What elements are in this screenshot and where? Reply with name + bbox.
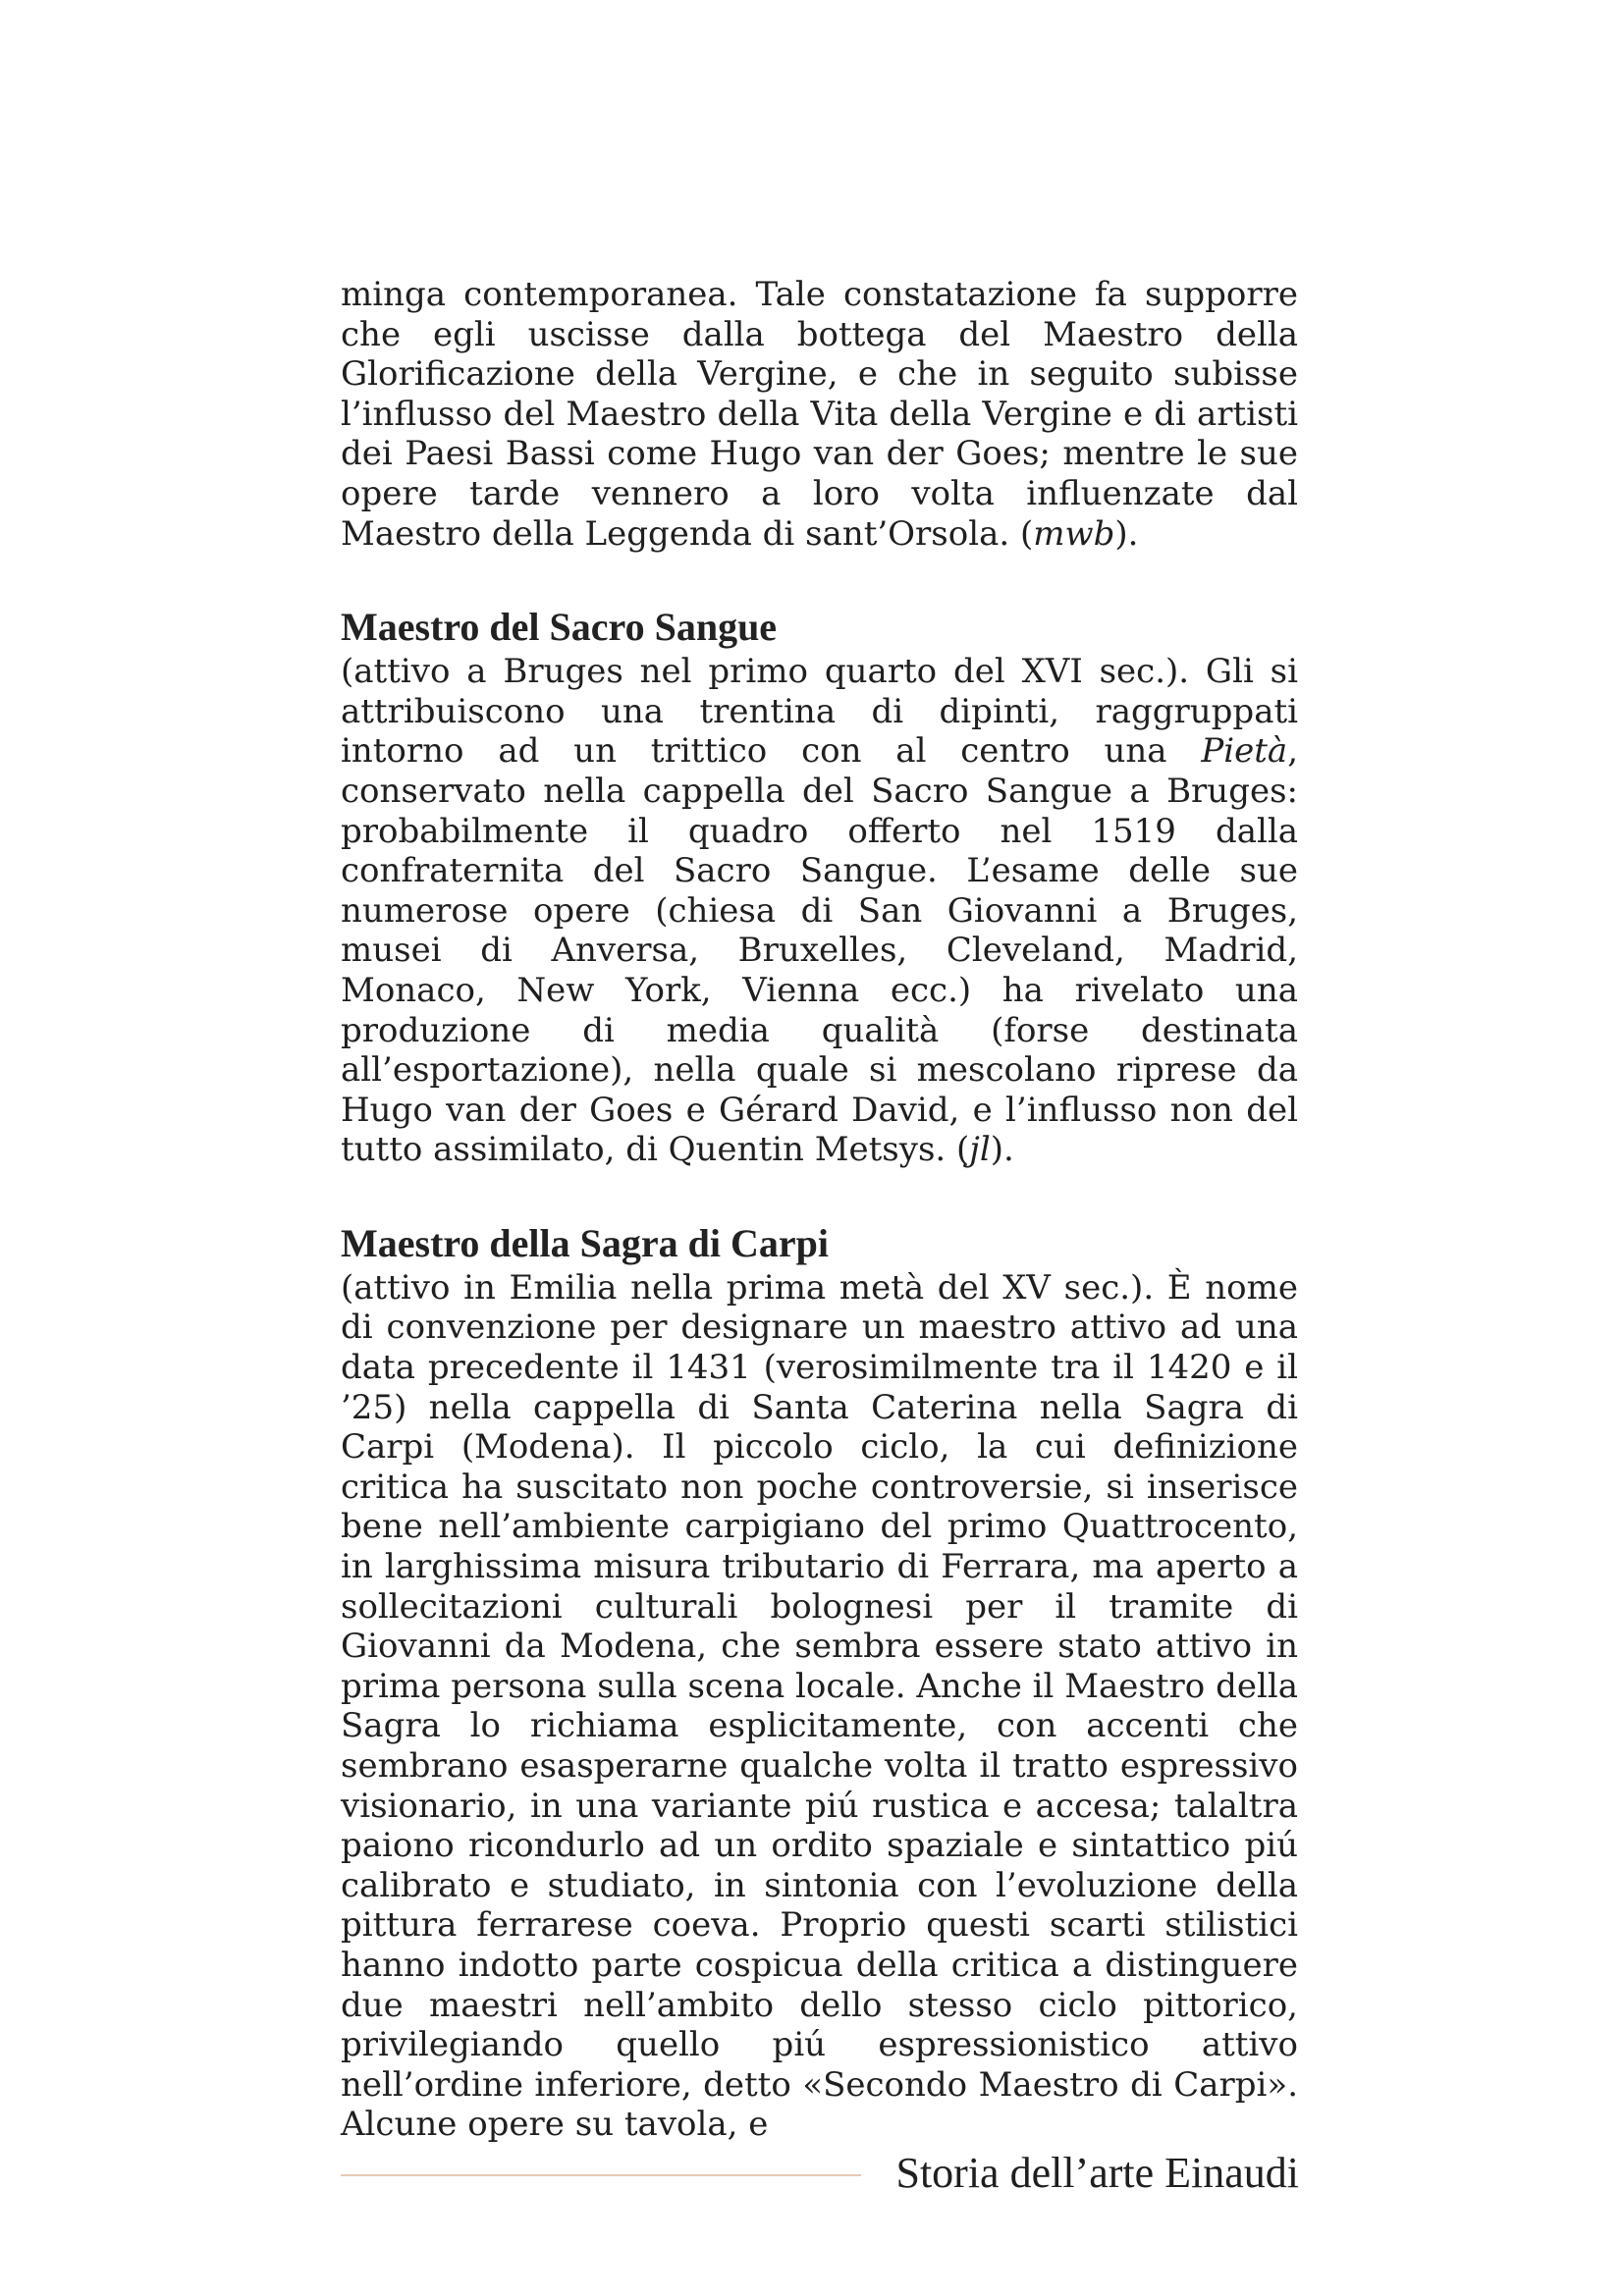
opening-end: ). [1114, 513, 1139, 554]
entry-body-sacro-sangue [341, 652, 1298, 1170]
entry-author-initials: jl [969, 1130, 991, 1170]
entry-title-sagra-di-carpi: Maestro della Sagra di Carpi [341, 1220, 830, 1265]
footer-publication-title: Storia dell’arte Einaudi [895, 2149, 1299, 2197]
entry-text-b: , conservato nella cappella del Sacro Sangue a Bruges: probabilmente il quadro offerto nel 1519 dalla confraternita del Sacro Sangue. L’esame delle sue numerose opere (chiesa di San Giovanni a Bruges, musei di Anversa, Bruxelles, Cleveland, Madrid, Monaco, New York, Vienna ecc.) ha rivelato una produzione di media qualità (forse destinata all’esportazione), nella quale si mescolano riprese da Hugo van der Goes e Gérard David, e l’influsso non del tutto assimilato, di Quentin Metsys. ( [341, 731, 1298, 1170]
spacer [341, 1170, 1298, 1219]
spacer [341, 554, 1298, 603]
text-column [341, 275, 1298, 2145]
entry-title-sacro-sangue: Maestro del Sacro Sangue [341, 605, 778, 650]
opening-paragraph [341, 275, 1298, 554]
entry-body-sagra-di-carpi: (attivo in Emilia nella prima metà del XV sec.). È nome di convenzione per designare un maestro attivo ad una data precedente il 1431 (verosimilmente tra il 1420 e il ’25) nella cappella di Santa Caterina nella Sagra di Carpi (Modena). Il piccolo ciclo, la cui definizione critica ha suscitato non poche controversie, si inserisce bene nell’ambiente carpigiano del primo Quattrocento, in larghissima misura tributario di Ferrara, ma aperto a sollecitazioni culturali bolognesi per il tramite di Giovanni da Modena, che sembra essere stato attivo in prima persona sulla scena locale. Anche il Maestro della Sagra lo richiama esplicitamente, con accenti che sembrano esasperarne qualche volta il tratto espressivo visionario, in una variante piú rustica e accesa; talaltra paiono ricondurlo ad un ordito spaziale e sintattico piú calibrato e studiato, in sintonia con l’evoluzione della pittura ferrarese coeva. Proprio questi scarti stilistici hanno indotto parte cospicua della critica a distinguere due maestri nell’ambito dello stesso ciclo pittorico, privilegiando quello piú espressionistico attivo nell’ordine inferiore, detto «Secondo Maestro di Carpi». Alcune opere su tavola, e [341, 1267, 1298, 2145]
entry-italic-title: Pietà [1201, 731, 1288, 772]
opening-text: minga contemporanea. Tale constatazione fa supporre che egli uscisse dalla bottega del Maestro della Glorificazione della Vergine, e che in seguito subisse l’influsso del Maestro della Vita della Vergine e di artisti dei Paesi Bassi come Hugo van der Goes; mentre le sue opere tarde vennero a loro volta influenzate dal Maestro della Leggenda di sant’Orsola. ( [341, 275, 1298, 554]
opening-author-initials: mwb [1033, 513, 1115, 554]
entry-end: ). [990, 1130, 1014, 1170]
footer-rule [341, 2174, 861, 2176]
entry-text-a: (attivo a Bruges nel primo quarto del XVI sec.). Gli si attribuiscono una trentina di dipinti, raggruppati intorno ad un trittico con al centro una [341, 652, 1298, 772]
